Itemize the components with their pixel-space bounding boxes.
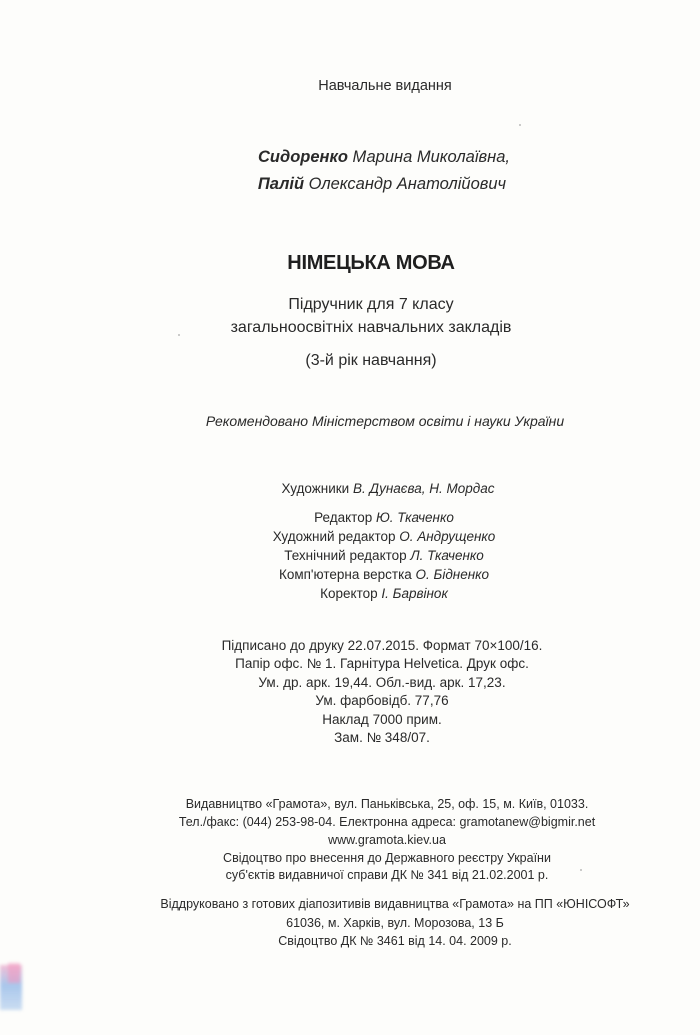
credit-name: І. Барвінок	[381, 586, 448, 601]
printed-by-line-1: Віддруковано з готових діапозитивів видавництва «Грамота» на ПП «ЮНІСОФТ»	[160, 897, 630, 911]
credit-name: О. Бідненко	[415, 567, 490, 582]
credit-role: Комп'ютерна верстка	[278, 567, 416, 582]
print-info-line: Ум. фарбовідб. 77,76	[315, 693, 449, 708]
credit-name: Ю. Ткаченко	[375, 510, 454, 525]
printed-by-address: 61036, м. Харків, вул. Морозова, 13 Б	[286, 916, 504, 930]
publisher-contacts: Тел./факс: (044) 253-98-04. Електронна адреса: gramotanew@bigmir.net	[178, 815, 596, 829]
print-info-line: Зам. № 348/07.	[334, 730, 430, 745]
scan-artifact	[0, 965, 22, 1010]
print-info-line: Ум. др. арк. 19,44. Обл.-вид. арк. 17,23.	[258, 675, 506, 690]
credit-role: Коректор	[320, 586, 382, 601]
author-2-given-names: Олександр Анатолійович	[304, 175, 507, 193]
publisher-certificate-line-1: Свідоцтво про внесення до Державного реєстру України	[223, 851, 551, 865]
publisher-website: www.gramota.kiev.ua	[328, 833, 446, 847]
credit-art-editor	[34, 530, 700, 544]
publisher-certificate-line-2: суб'єктів видавничої справи ДК № 341 від 21.02.2001 р.	[225, 868, 549, 882]
printed-by-certificate: Свідоцтво ДК № 3461 від 14. 04. 2009 р.	[278, 934, 512, 948]
artists-credit	[38, 482, 700, 496]
credit-layout	[34, 568, 700, 582]
author-1-given-names: Марина Миколаївна,	[347, 148, 510, 166]
credit-name: О. Андрущенко	[399, 529, 496, 544]
author-1-surname: Сидоренко	[258, 148, 348, 166]
scan-speck	[178, 334, 180, 336]
credit-editor	[34, 511, 700, 525]
print-info-line: Підписано до друку 22.07.2015. Формат 70×100/16.	[221, 638, 543, 653]
artists-names: В. Дунаєва, Н. Мордас	[352, 481, 495, 496]
subtitle-line-3: (3-й рік навчання)	[305, 352, 437, 369]
credit-role: Художний редактор	[272, 529, 400, 544]
recommendation: Рекомендовано Міністерством освіти і науки України	[205, 413, 565, 429]
print-info-line: Папір офс. № 1. Гарнітура Helvetica. Друк офс.	[235, 656, 529, 671]
credit-name: Л. Ткаченко	[410, 548, 484, 563]
scan-speck	[519, 124, 521, 126]
credit-role: Редактор	[314, 510, 376, 525]
book-title: НІМЕЦЬКА МОВА	[287, 252, 455, 274]
print-info-line: Наклад 7000 прим.	[322, 712, 442, 727]
credit-proofreader	[34, 587, 700, 601]
publisher-address: Видавництво «Грамота», вул. Паньківська, 25, оф. 15, м. Київ, 01033.	[185, 797, 589, 811]
author-2	[32, 176, 700, 193]
artists-label: Художники	[281, 481, 353, 496]
edition-type: Навчальне видання	[318, 78, 452, 94]
author-2-surname: Палій	[257, 175, 305, 193]
subtitle-line-2: загальноосвітніх навчальних закладів	[230, 319, 512, 336]
credit-technical-editor	[34, 549, 700, 563]
scan-speck	[580, 869, 582, 871]
credit-role: Технічний редактор	[284, 548, 411, 563]
subtitle-line-1: Підручник для 7 класу	[288, 296, 454, 313]
author-1	[34, 149, 700, 166]
